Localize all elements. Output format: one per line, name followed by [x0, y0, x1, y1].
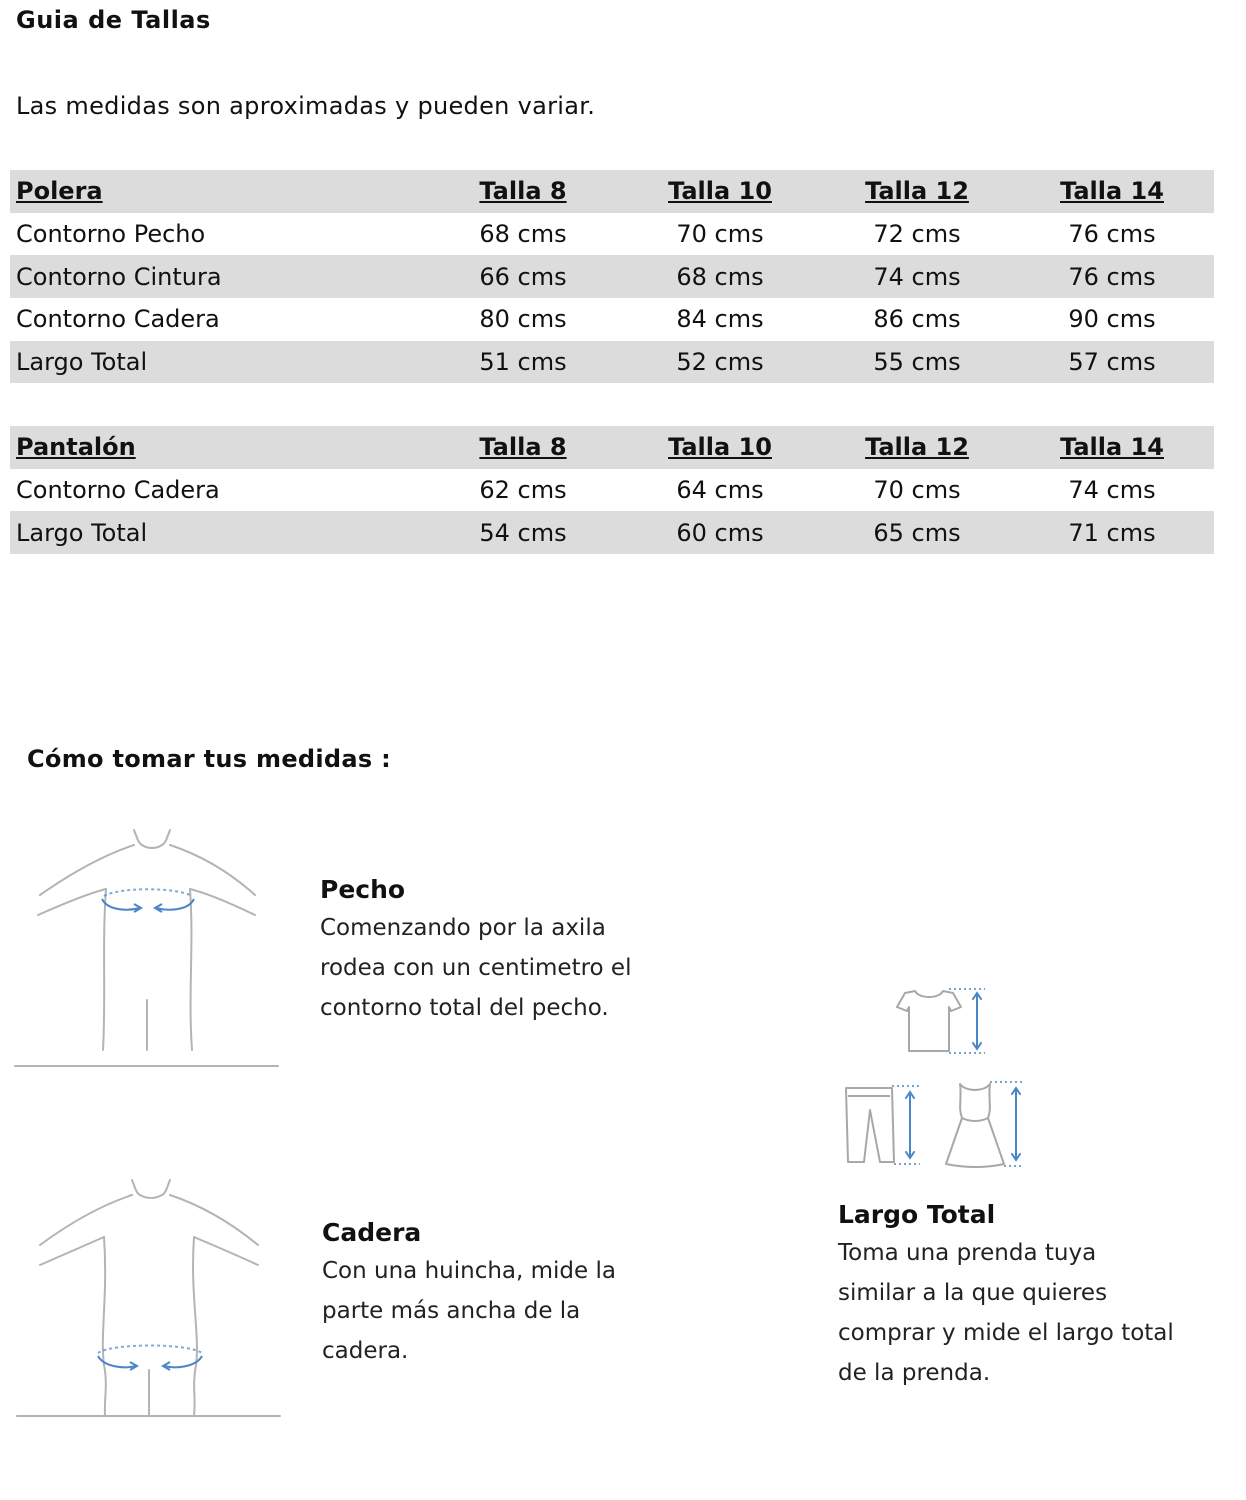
cell-value: 65 cms [873, 518, 961, 547]
text-line: Comenzando por la axila [320, 915, 606, 941]
cell-value: 90 cms [1068, 305, 1156, 334]
size-header: Talla 10 [668, 177, 772, 206]
text-line: contorno total del pecho. [320, 995, 609, 1021]
cadera-text [322, 1251, 642, 1371]
size-header: Talla 14 [1060, 433, 1164, 462]
table-row [10, 298, 1214, 341]
cell-value: 55 cms [873, 348, 961, 377]
cell-value: 84 cms [676, 305, 764, 334]
table-title: Pantalón [16, 433, 136, 462]
table-header-row [10, 170, 1214, 213]
cell-value: 54 cms [479, 518, 567, 547]
torso-chest-figure-icon [10, 825, 285, 1075]
size-header: Talla 12 [865, 433, 969, 462]
table-row [10, 255, 1214, 298]
cell-value: 71 cms [1068, 518, 1156, 547]
pantalon-size-table [10, 426, 1214, 554]
cell-value: 68 cms [676, 262, 764, 291]
tshirt-length-icon [893, 985, 993, 1060]
pecho-instructions [320, 872, 660, 1028]
table-row [10, 213, 1214, 256]
cell-value: 86 cms [873, 305, 961, 334]
table-title: Polera [16, 177, 103, 206]
size-header: Talla 8 [479, 433, 567, 462]
size-header: Talla 12 [865, 177, 969, 206]
cell-value: 52 cms [676, 348, 764, 377]
size-header: Talla 10 [668, 433, 772, 462]
text-line: cadera. [322, 1338, 409, 1364]
text-line: comprar y mide el largo total [838, 1320, 1174, 1346]
cadera-instructions [322, 1215, 642, 1371]
pecho-title: Pecho [320, 875, 406, 904]
cell-value: 57 cms [1068, 348, 1156, 377]
cadera-title: Cadera [322, 1218, 422, 1247]
row-label: Contorno Pecho [16, 220, 206, 249]
table-row [10, 341, 1214, 384]
row-label: Contorno Cadera [16, 305, 220, 334]
row-label: Contorno Cintura [16, 262, 222, 291]
cell-value: 62 cms [479, 476, 567, 505]
text-line: Toma una prenda tuya [838, 1240, 1097, 1266]
cell-value: 70 cms [676, 220, 764, 249]
table-header-row [10, 426, 1214, 469]
text-line: similar a la que quieres [838, 1280, 1108, 1306]
text-line: de la prenda. [838, 1360, 991, 1386]
pants-length-icon [840, 1082, 930, 1172]
polera-size-table [10, 170, 1214, 383]
disclaimer-note: Las medidas son aproximadas y pueden variar. [16, 92, 596, 120]
largo-total-title: Largo Total [838, 1200, 996, 1229]
cell-value: 72 cms [873, 220, 961, 249]
cell-value: 66 cms [479, 262, 567, 291]
cell-value: 74 cms [873, 262, 961, 291]
table-row [10, 511, 1214, 554]
dress-length-icon [940, 1078, 1030, 1173]
howto-title: Cómo tomar tus medidas : [27, 745, 392, 773]
cell-value: 70 cms [873, 476, 961, 505]
cell-value: 76 cms [1068, 262, 1156, 291]
cell-value: 60 cms [676, 518, 764, 547]
text-line: parte más ancha de la [322, 1298, 581, 1324]
pecho-text [320, 908, 660, 1028]
cell-value: 64 cms [676, 476, 764, 505]
size-header: Talla 14 [1060, 177, 1164, 206]
table-row [10, 469, 1214, 512]
row-label: Largo Total [16, 518, 148, 547]
torso-hip-figure-icon [12, 1175, 287, 1425]
largo-total-text [838, 1233, 1198, 1393]
row-label: Contorno Cadera [16, 476, 220, 505]
text-line: Con una huincha, mide la [322, 1258, 616, 1284]
page-title: Guia de Tallas [16, 6, 211, 34]
cell-value: 74 cms [1068, 476, 1156, 505]
cell-value: 76 cms [1068, 220, 1156, 249]
largo-total-instructions [838, 1197, 1198, 1393]
cell-value: 51 cms [479, 348, 567, 377]
row-label: Largo Total [16, 348, 148, 377]
size-header: Talla 8 [479, 177, 567, 206]
text-line: rodea con un centimetro el [320, 955, 632, 981]
cell-value: 80 cms [479, 305, 567, 334]
cell-value: 68 cms [479, 220, 567, 249]
